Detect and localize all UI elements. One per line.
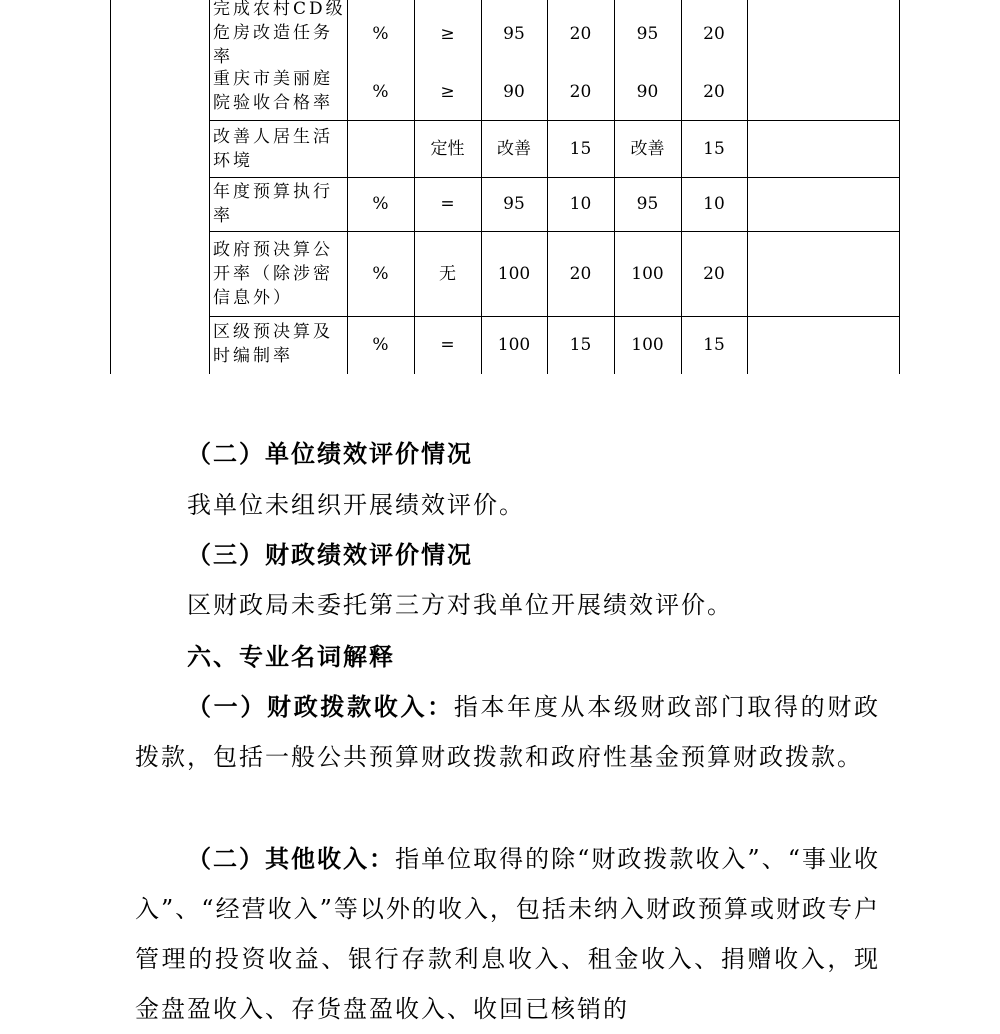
- score-cell: 20: [703, 82, 725, 102]
- actual-cell: 90: [636, 82, 659, 102]
- weight-cell: 10: [569, 194, 592, 214]
- score-cell: 20: [703, 24, 725, 44]
- indicator-cell: 区级预决算及时编制率: [213, 322, 333, 366]
- fiscal-eval-text: 区财政局未委托第三方对我单位开展绩效评价。: [187, 591, 733, 619]
- weight-cell: 15: [569, 335, 592, 355]
- term-definition: 指本年度从本级财政部门取得的财政拨款，包括一般公共预算财政拨款和政府性基金预算财政拨款。: [135, 693, 881, 771]
- table-border: [899, 0, 900, 374]
- indicator-cell: 政府预决算公开率（除涉密信息外）: [213, 240, 333, 308]
- nature-cell: ≥: [440, 24, 455, 44]
- weight-cell: 20: [569, 24, 592, 44]
- unit-cell: %: [372, 335, 389, 355]
- actual-cell: 100: [631, 263, 664, 284]
- performance-indicator-table: [0, 0, 1000, 374]
- unit-cell: %: [372, 263, 389, 284]
- term-label: （二）其他收入：: [187, 844, 396, 873]
- actual-cell: 100: [631, 335, 664, 355]
- unit-cell: %: [372, 82, 389, 102]
- indicator-cell: 完成农村CD级危房改造任务率: [213, 0, 346, 67]
- unit-cell: %: [372, 194, 389, 214]
- score-cell: 20: [703, 263, 725, 284]
- terms-heading: 六、专业名词解释: [187, 642, 395, 671]
- target-cell: 改善: [497, 138, 531, 159]
- target-cell: 95: [503, 194, 525, 214]
- term-financial-appropriation: [135, 682, 880, 782]
- target-cell: 95: [503, 24, 525, 44]
- table-border: [747, 0, 748, 374]
- actual-cell: 改善: [630, 138, 665, 159]
- term-label: （一）财政拨款收入：: [187, 692, 454, 721]
- unit-eval-heading: （二）单位绩效评价情况: [187, 439, 473, 468]
- nature-cell: ≥: [440, 82, 455, 102]
- score-cell: 15: [703, 335, 725, 355]
- indicator-cell: 重庆市美丽庭院验收合格率: [213, 69, 333, 113]
- fiscal-eval-heading: （三）财政绩效评价情况: [187, 540, 473, 569]
- target-cell: 100: [497, 263, 531, 284]
- table-border: [110, 0, 111, 374]
- unit-eval-text: 我单位未组织开展绩效评价。: [187, 491, 525, 519]
- nature-cell: 无: [439, 263, 456, 284]
- nature-cell: =: [440, 194, 455, 214]
- unit-cell: %: [372, 24, 389, 44]
- score-cell: 15: [703, 138, 725, 159]
- nature-cell: =: [440, 335, 455, 355]
- indicator-cell: 年度预算执行率: [213, 182, 333, 226]
- target-cell: 90: [503, 82, 525, 102]
- unit-cell: [347, 120, 414, 177]
- target-cell: 100: [497, 335, 531, 355]
- score-cell: 10: [703, 194, 725, 214]
- term-definition: 指单位取得的除“财政拨款收入”、“事业收入”、“经营收入”等以外的收入，包括未纳入财政预算或财政专户管理的投资收益、银行存款利息收入、租金收入、捐赠收入，现金盘盈收入、存货盘盈收入、收回已核销的: [135, 845, 881, 1023]
- actual-cell: 95: [636, 194, 659, 214]
- actual-cell: 95: [636, 24, 659, 44]
- weight-cell: 15: [569, 138, 592, 159]
- weight-cell: 20: [569, 263, 592, 284]
- indicator-cell: 改善人居生活环境: [213, 126, 333, 171]
- weight-cell: 20: [569, 82, 592, 102]
- term-other-income: [135, 834, 880, 1034]
- nature-cell: 定性: [430, 138, 465, 159]
